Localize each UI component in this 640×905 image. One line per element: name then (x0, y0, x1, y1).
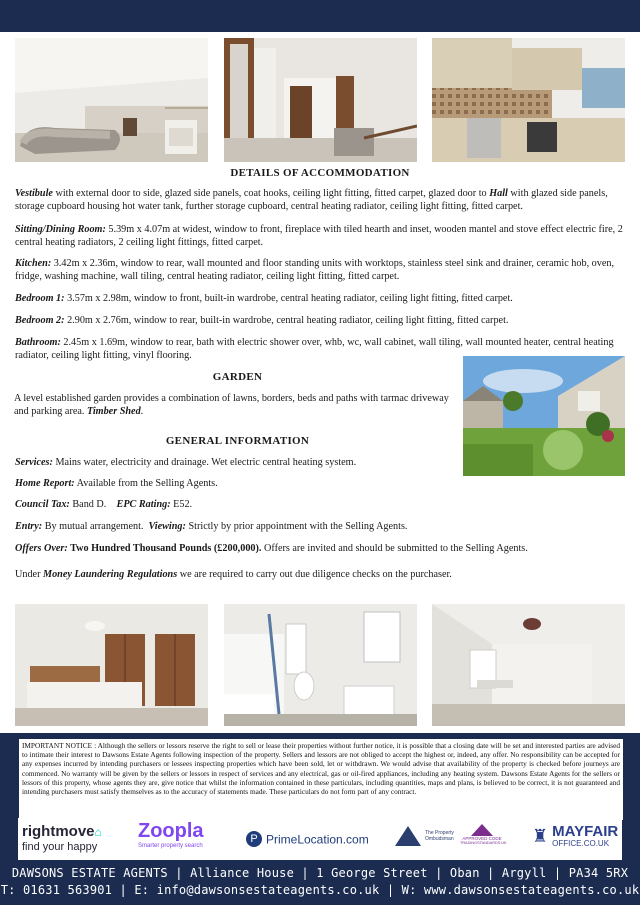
viewing-label: Viewing: (148, 521, 186, 532)
room-name: Vestibule (15, 188, 53, 199)
entry-line (15, 521, 627, 534)
garden-title: GARDEN (212, 371, 263, 383)
approved-code-logo (460, 824, 507, 845)
important-notice: IMPORTANT NOTICE : Although the sellers or lessors reserve the right to sell or lease their properties without further notice, it is possible that a closing date will be set and interested parties are advised to intimate their interest to Dawsons Estate Agents following inspection of the property. Sellers and lessors are not obliged to accept the highest or, indeed, any offer. No responsibility can be accepted for any expenses incurred by intending purchasers or lessees inspecting properties which have been sold, let or withdrawn. We would advise that availability of the property is checked before journeys are commenced. No warranty will be given by the sellers or lessors in respect of services and any electrical, gas or oil-fired appliances, including any heating system. Dawsons Estate Agents for the sellers or lessors of this property, whose agents they are, give notice that whilst the information contained in these particulars, including quantities, maps and plans, is believed to be correct, it is not guaranteed and intending purchasers must satisfy themselves as to the accuracy of statements made. These particulars do not form part of any contract. (22, 741, 620, 797)
money-laundering-line (15, 569, 627, 582)
garden-highlight: Timber Shed (86, 405, 141, 417)
primelocation-logo (246, 830, 369, 848)
room-link: Hall (489, 188, 508, 199)
kitchen-photo (432, 38, 625, 162)
garden-text (14, 393, 461, 418)
approved-code-sub: TRADINGSTANDARDS.UK (460, 841, 507, 845)
council-tax-line (15, 499, 627, 512)
mlr-label: Money Laundering Regulations (43, 569, 178, 580)
ombudsman-logo (395, 826, 455, 846)
epc-label: EPC Rating: (116, 499, 171, 510)
garden-body: A level established garden provides a combination of lawns, borders, beds and paths with tarmac driveway and parking area. (14, 393, 449, 417)
room-name: Sitting/Dining Room: (15, 224, 106, 235)
logo-strip (18, 818, 622, 860)
room-sitting-dining (15, 224, 627, 249)
rightmove-logo (22, 823, 102, 853)
offers-line (15, 543, 627, 556)
garden-end: . (140, 405, 144, 417)
room-text: 3.57m x 2.98m, window to front, built-in wardrobe, central heating radiator, ceiling light fitting, fitted carpet. (64, 293, 513, 304)
room-name: Bathroom: (15, 337, 61, 348)
mayfair-sub: OFFICE.CO.UK (552, 839, 610, 848)
room-name: Bedroom 1: (15, 293, 65, 304)
ombudsman-text: The Property Ombudsman (425, 830, 454, 842)
ombudsman-icon (395, 826, 421, 846)
offers-price: Two Hundred Thousand Pounds (£200,000). (67, 543, 262, 554)
viewing-value: Strictly by prior appointment with the Selling Agents. (185, 521, 408, 532)
mlr-pre: Under (15, 569, 44, 580)
entry-value: By mutual arrangement. (42, 521, 144, 532)
zoopla-logo (138, 820, 204, 849)
room-vestibule (15, 188, 627, 213)
zoopla-text: Zoopla (138, 820, 204, 842)
services-label: Services: (15, 457, 53, 468)
primelocation-icon: P (246, 831, 262, 847)
room-kitchen (15, 258, 627, 283)
bedroom-photo (15, 604, 208, 726)
room-bedroom-1 (15, 293, 627, 306)
room-name: Kitchen: (15, 258, 52, 269)
council-tax-value: Band D. (69, 499, 107, 510)
epc-value: E52. (170, 499, 193, 510)
bathroom-photo (224, 604, 417, 726)
accommodation-title: DETAILS OF ACCOMMODATION (230, 167, 410, 179)
council-tax-label: Council Tax: (15, 499, 70, 510)
room-text: 5.39m x 4.07m at widest, window to front, fireplace with tiled hearth and inset, wooden mantel and stove effect electric fire, 2 central heating radiators, 2 ceiling light fittings, fitted carpet. (15, 224, 623, 248)
entry-label: Entry: (15, 521, 43, 532)
mayfair-icon: ♜ (532, 825, 549, 846)
zoopla-tagline: Smarter property search (138, 843, 203, 849)
room-text: with external door to side, glazed side panels, coat hooks, ceiling light fitting, fitted carpet, glazed door to (52, 188, 490, 199)
general-title: GENERAL INFORMATION (165, 435, 310, 447)
room-text: 3.42m x 2.36m, window to rear, wall mounted and floor standing units with worktops, stainless steel sink and drainer, ceramic hob, oven, fridge, washing machine, wall tiling, central heating radiator, ceiling light fitting, fitted carpet. (15, 258, 615, 282)
room-name: Bedroom 2: (15, 315, 65, 326)
primelocation-text: PrimeLocation.com (266, 832, 369, 847)
services-line (15, 457, 627, 470)
home-report-value: Available from the Selling Agents. (74, 478, 218, 489)
home-report-line (15, 478, 627, 491)
room-bedroom-2 (15, 315, 627, 328)
room-text-2: with glazed side panels, storage cupboard housing hot water tank, further storage cupboard, central heating radiator, ceiling light fitting, fitted carpet. (15, 188, 608, 212)
house-icon: ⌂ (94, 825, 102, 839)
offers-text: Offers are invited and should be submitted to the Selling Agents. (261, 543, 528, 554)
room-text: 2.45m x 1.69m, window to rear, bath with electric shower over, whb, wc, wall cabinet, wall tiling, wall mounted heater, central heating radiator, ceiling light fitting, vinyl flooring. (15, 337, 614, 361)
approved-code-text: APPROVED CODE (462, 836, 502, 841)
header-bar (0, 0, 640, 32)
services-value: Mains water, electricity and drainage. Wet electric central heating system. (52, 457, 357, 468)
home-report-label: Home Report: (15, 478, 75, 489)
approved-code-icon (471, 824, 493, 836)
mlr-text: we are required to carry out due diligence checks on the purchaser. (177, 569, 452, 580)
footer-address: DAWSONS ESTATE AGENTS | Alliance House | 1 George Street | Oban | Argyll | PA34 5RX (11, 866, 629, 880)
mayfair-logo (532, 824, 618, 848)
hallway-photo (224, 38, 417, 162)
rightmove-tagline: find your happy (22, 841, 98, 853)
sitting-room-photo (15, 38, 208, 162)
footer-contact: T: 01631 563901 | E: info@dawsonsestateagents.co.uk | W: www.dawsonsestateagents.co.uk (0, 883, 640, 897)
rightmove-text: rightmove (22, 823, 95, 840)
room-text: 2.90m x 2.76m, window to rear, built-in wardrobe, central heating radiator, ceiling light fitting, fitted carpet. (64, 315, 509, 326)
bedroom-2-photo (432, 604, 625, 726)
offers-label: Offers Over: (15, 543, 68, 554)
mayfair-text: MAYFAIR (552, 823, 619, 840)
